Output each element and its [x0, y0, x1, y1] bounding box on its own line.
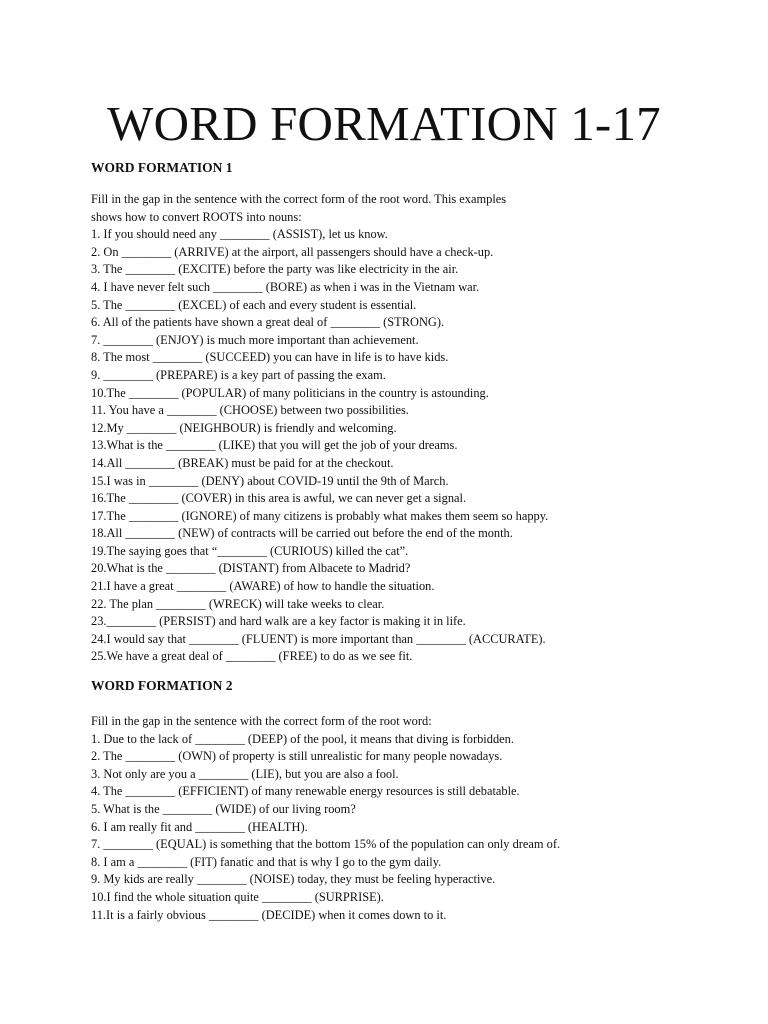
instruction-line: Fill in the gap in the sentence with the correct form of the root word: [91, 714, 432, 728]
section-word-formation-2 [91, 676, 731, 924]
exercise-item: 12.My ________ (NEIGHBOUR) is friendly and welcoming. [91, 420, 397, 435]
exercise-item: 22. The plan ________ (WRECK) will take weeks to clear. [91, 596, 385, 611]
exercise-item: 25.We have a great deal of ________ (FREE) to do as we see fit. [91, 649, 413, 664]
exercise-item: 18.All ________ (NEW) of contracts will be carried out before the end of the month. [91, 526, 513, 541]
exercise-item: 20.What is the ________ (DISTANT) from Albacete to Madrid? [91, 561, 411, 576]
exercise-item: 21.I have a great ________ (AWARE) of how to handle the situation. [91, 579, 435, 594]
section-heading: WORD FORMATION 1 [91, 160, 233, 175]
exercise-item: 5. The ________ (EXCEL) of each and every student is essential. [91, 297, 417, 312]
section-heading: WORD FORMATION 2 [91, 678, 233, 693]
exercise-item: 24.I would say that ________ (FLUENT) is more important than ________ (ACCURATE). [91, 631, 546, 646]
exercise-item: 11.It is a fairly obvious ________ (DECIDE) when it comes down to it. [91, 907, 447, 922]
exercise-item: 9. My kids are really ________ (NOISE) today, they must be feeling hyperactive. [91, 872, 496, 887]
exercise-item: 7. ________ (ENJOY) is much more important than achievement. [91, 332, 419, 347]
exercise-list [91, 226, 731, 666]
page-title: WORD FORMATION 1-17 [107, 96, 661, 151]
instruction-line: shows how to convert ROOTS into nouns: [91, 209, 302, 224]
exercise-list [91, 731, 731, 925]
exercise-item: 3. Not only are you a ________ (LIE), but you are also a fool. [91, 766, 399, 781]
exercise-item: 6. I am really fit and ________ (HEALTH). [91, 819, 308, 834]
exercise-item: 15.I was in ________ (DENY) about COVID-19 until the 9th of March. [91, 473, 449, 488]
exercise-item: 9. ________ (PREPARE) is a key part of passing the exam. [91, 367, 386, 382]
exercise-item: 3. The ________ (EXCITE) before the party was like electricity in the air. [91, 262, 459, 277]
exercise-item: 10.I find the whole situation quite ________ (SURPRISE). [91, 889, 384, 904]
exercise-item: 23.________ (PERSIST) and hard walk are a key factor is making it in life. [91, 614, 466, 629]
section-word-formation-1 [91, 158, 731, 666]
exercise-item: 19.The saying goes that “________ (CURIOUS) killed the cat”. [91, 543, 409, 558]
exercise-item: 13.What is the ________ (LIKE) that you will get the job of your dreams. [91, 438, 458, 453]
section-instructions [91, 191, 731, 226]
section-instructions [91, 713, 731, 731]
exercise-item: 1. If you should need any ________ (ASSIST), let us know. [91, 227, 388, 242]
instruction-line: Fill in the gap in the sentence with the correct form of the root word. This examples [91, 192, 507, 206]
exercise-item: 4. I have never felt such ________ (BORE) as when i was in the Vietnam war. [91, 279, 480, 294]
exercise-item: 16.The ________ (COVER) in this area is awful, we can never get a signal. [91, 491, 467, 506]
exercise-item: 2. The ________ (OWN) of property is still unrealistic for many people nowadays. [91, 749, 503, 764]
exercise-item: 7. ________ (EQUAL) is something that the bottom 15% of the population can only dream of. [91, 837, 561, 852]
exercise-item: 5. What is the ________ (WIDE) of our living room? [91, 801, 356, 816]
exercise-item: 10.The ________ (POPULAR) of many politicians in the country is astounding. [91, 385, 489, 400]
exercise-item: 2. On ________ (ARRIVE) at the airport, all passengers should have a check-up. [91, 244, 494, 259]
exercise-item: 11. You have a ________ (CHOOSE) between two possibilities. [91, 403, 409, 418]
exercise-item: 17.The ________ (IGNORE) of many citizens is probably what makes them seem so happy. [91, 508, 549, 523]
exercise-item: 4. The ________ (EFFICIENT) of many renewable energy resources is still debatable. [91, 784, 520, 799]
exercise-item: 6. All of the patients have shown a great deal of ________ (STRONG). [91, 315, 445, 330]
exercise-item: 1. Due to the lack of ________ (DEEP) of the pool, it means that diving is forbidden. [91, 731, 514, 746]
exercise-item: 8. I am a ________ (FIT) fanatic and that is why I go to the gym daily. [91, 854, 442, 869]
exercise-item: 8. The most ________ (SUCCEED) you can have in life is to have kids. [91, 350, 449, 365]
exercise-item: 14.All ________ (BREAK) must be paid for at the checkout. [91, 455, 394, 470]
